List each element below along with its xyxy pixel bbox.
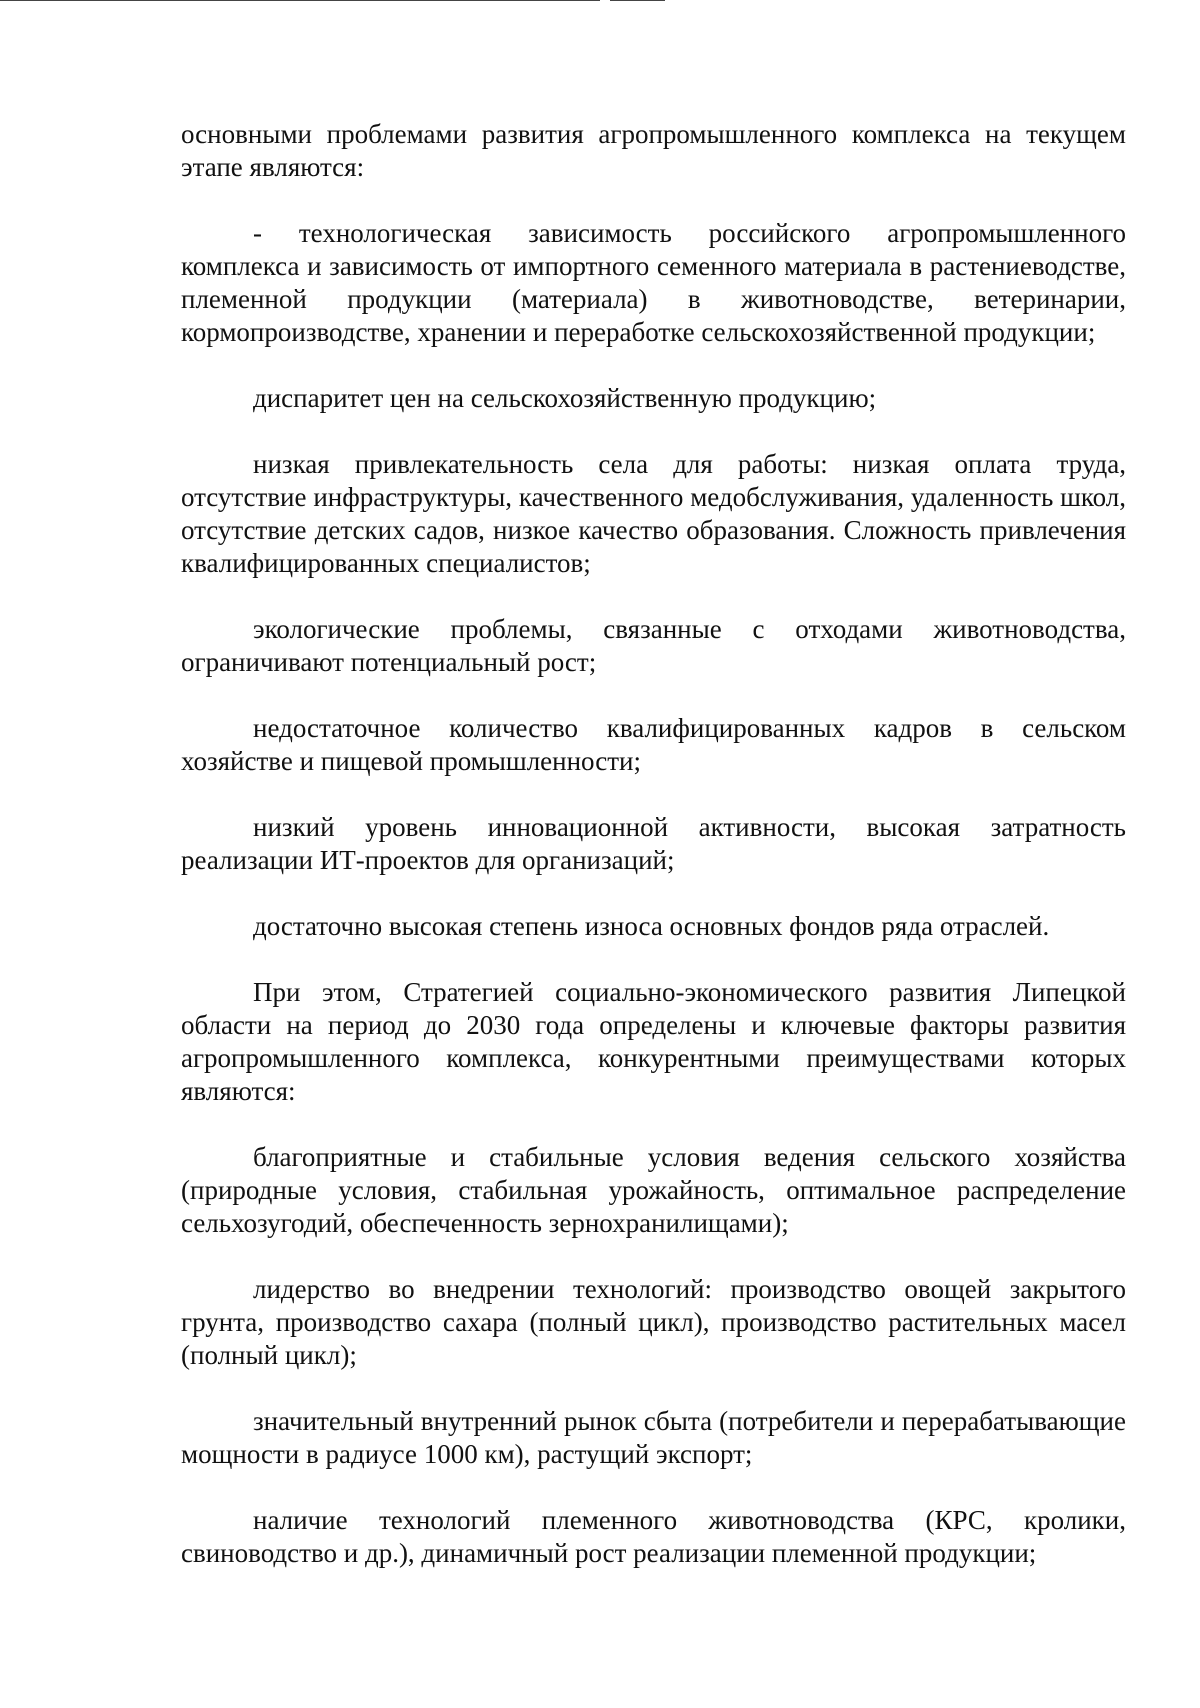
paragraph: - технологическая зависимость российского агропромышленного комплекса и зависимость от импортного семенного материала в растениеводстве, племенной продукции (материала) в животноводстве, ветеринарии, кормопроизводстве, хранении и переработке сельскохозяйственной продукции; — [181, 218, 1126, 347]
scan-edge-line — [0, 0, 600, 1]
paragraph: недостаточное количество квалифицированных кадров в сельском хозяйстве и пищевой промышленности; — [181, 713, 1126, 776]
paragraph: достаточно высокая степень износа основных фондов ряда отраслей. — [253, 911, 1050, 941]
paragraph: При этом, Стратегией социально-экономического развития Липецкой области на период до 2030 года определены и ключевые факторы развития агропромышленного комплекса, конкурентными преимуществами которых являются: — [181, 977, 1126, 1106]
paragraph: низкая привлекательность села для работы: низкая оплата труда, отсутствие инфраструктуры, качественного медобслуживания, удаленность школ, отсутствие детских садов, низкое качество образования. Сложность привлечения квалифицированных специалистов; — [181, 449, 1126, 578]
paragraph: значительный внутренний рынок сбыта (потребители и перерабатывающие мощности в радиусе 1000 км), растущий экспорт; — [181, 1406, 1126, 1469]
paragraph: лидерство во внедрении технологий: производство овощей закрытого грунта, производство сахара (полный цикл), производство растительных масел (полный цикл); — [181, 1274, 1126, 1370]
paragraph: экологические проблемы, связанные с отходами животноводства, ограничивают потенциальный рост; — [181, 614, 1126, 677]
paragraph: наличие технологий племенного животноводства (КРС, кролики, свиноводство и др.), динамичный рост реализации племенной продукции; — [181, 1505, 1126, 1568]
paragraph: диспаритет цен на сельскохозяйственную продукцию; — [253, 383, 877, 413]
paragraph: низкий уровень инновационной активности, высокая затратность реализации ИТ-проектов для организаций; — [181, 812, 1126, 875]
paragraph: благоприятные и стабильные условия ведения сельского хозяйства (природные условия, стабильная урожайность, оптимальное распределение сельхозугодий, обеспеченность зернохранилищами); — [181, 1142, 1126, 1238]
scan-edge-line — [610, 0, 665, 1]
document-body — [181, 118, 1126, 1603]
paragraph: основными проблемами развития агропромышленного комплекса на текущем этапе являются: — [181, 119, 1126, 182]
